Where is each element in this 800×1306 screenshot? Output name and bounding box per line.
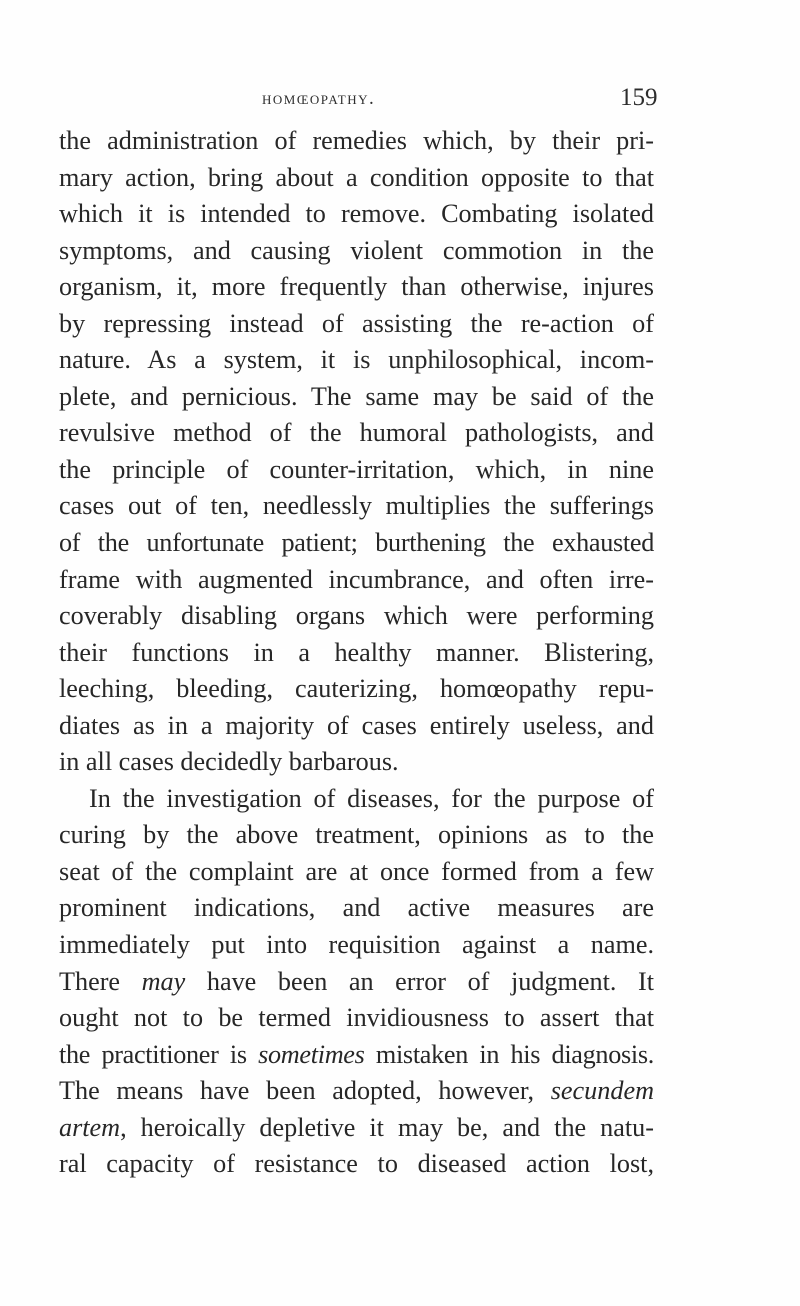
- text-line: the administration of remedies which, by their pri-: [59, 126, 654, 155]
- text-line: coverably disabling organs which were performing: [59, 601, 654, 631]
- paragraph-start-line: In the investigation of diseases, for the purpose of: [89, 783, 654, 813]
- italic-emphasis: may: [141, 966, 186, 996]
- text-line: symptoms, and causing violent commotion in the: [59, 235, 654, 265]
- text-line: cases out of ten, needlessly multiplies the sufferings: [59, 491, 654, 521]
- text-span: have been an error of judgment. It: [185, 966, 655, 996]
- text-line: [59, 1110, 654, 1147]
- text-line: [59, 1037, 654, 1074]
- text-span: , heroically depletive it may be, and the natu-: [120, 1112, 654, 1142]
- text-line: organism, it, more frequently than otherwise, injures: [59, 272, 654, 302]
- text-line: diates as in a majority of cases entirely useless, and: [59, 710, 654, 740]
- running-header: homœopathy.: [262, 88, 376, 109]
- italic-emphasis: artem: [59, 1112, 121, 1142]
- text-line: ought not to be termed invidiousness to assert that: [59, 1003, 654, 1033]
- text-line: leeching, bleeding, cauterizing, homœopathy repu-: [59, 674, 654, 704]
- text-line: mary action, bring about a condition opposite to that: [59, 162, 654, 192]
- text-line: which it is intended to remove. Combating isolated: [59, 199, 654, 229]
- text-span: There: [59, 966, 142, 996]
- text-line: prominent indications, and active measures are: [59, 893, 654, 923]
- text-line: by repressing instead of assisting the re-action of: [59, 308, 654, 338]
- body-text: [59, 123, 654, 1183]
- page-number: 159: [620, 84, 658, 111]
- text-span: the practitioner is: [59, 1039, 259, 1069]
- text-line: curing by the above treatment, opinions as to the: [59, 820, 654, 850]
- text-line: nature. As a system, it is unphilosophical, incom-: [59, 345, 654, 375]
- italic-emphasis: secundem: [550, 1076, 654, 1106]
- text-line: revulsive method of the humoral pathologists, and: [59, 418, 654, 448]
- text-line: immediately put into requisition against a name.: [59, 930, 654, 960]
- text-span: mistaken in his diagnosis.: [364, 1039, 655, 1069]
- text-line: seat of the complaint are at once formed from a few: [59, 856, 654, 886]
- italic-emphasis: sometimes: [258, 1039, 365, 1069]
- text-line: their functions in a healthy manner. Blistering,: [59, 637, 654, 667]
- text-span: The means have been adopted, however,: [59, 1076, 551, 1106]
- text-line: plete, and pernicious. The same may be said of the: [59, 381, 654, 411]
- text-line: [59, 1073, 654, 1110]
- text-line: the principle of counter-irritation, which, in nine: [59, 454, 654, 484]
- paragraph-end-line: in all cases decidedly barbarous.: [59, 747, 399, 777]
- text-line: [59, 964, 654, 1001]
- text-line: ral capacity of resistance to diseased action lost,: [59, 1149, 654, 1179]
- text-line: of the unfortunate patient; burthening the exhausted: [59, 528, 654, 558]
- text-line: frame with augmented incumbrance, and often irre-: [59, 564, 654, 594]
